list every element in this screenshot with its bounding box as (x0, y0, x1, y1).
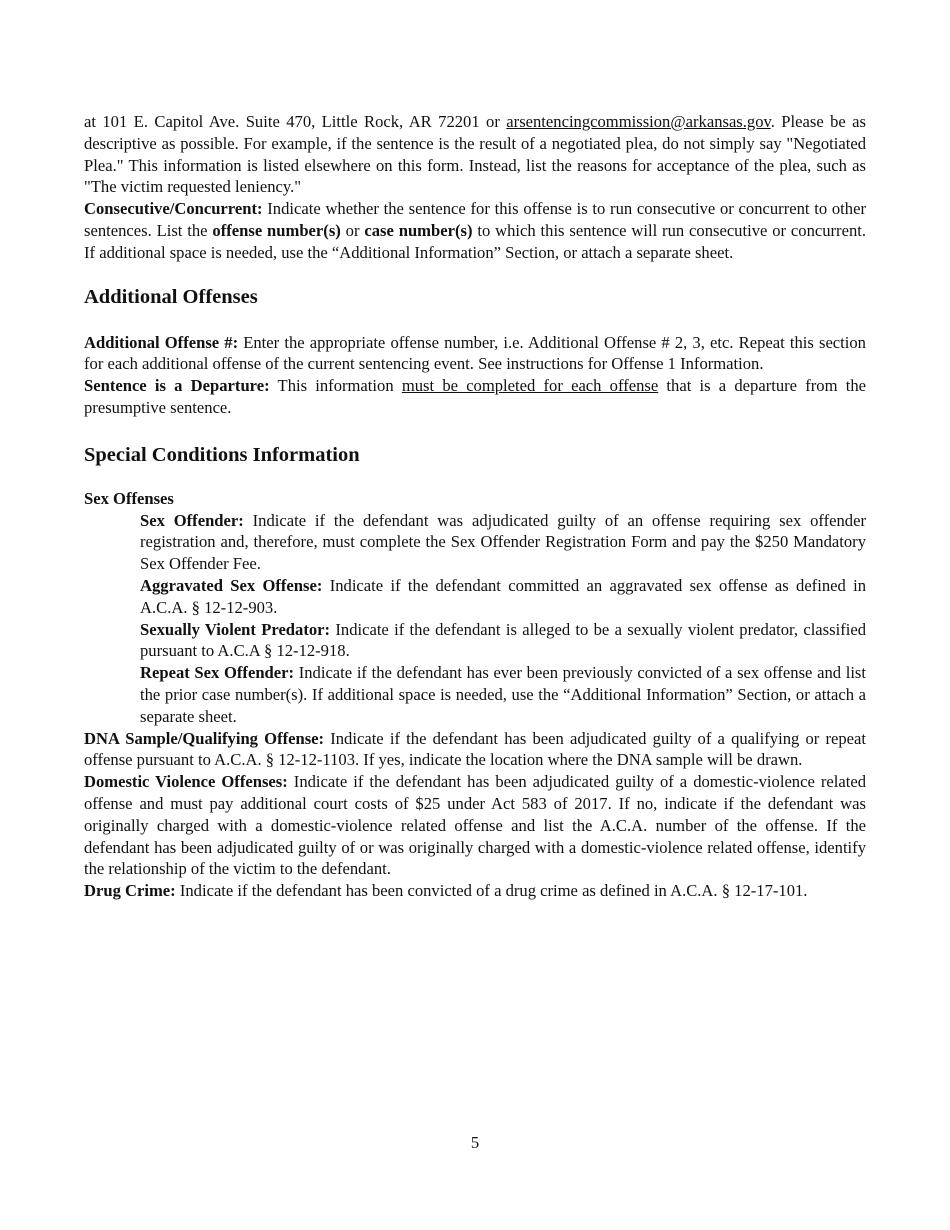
sexually-violent-predator-item (140, 619, 866, 663)
sex-offender-label: Sex Offender: (140, 510, 244, 530)
domestic-violence-text: Indicate if the defendant has been adjudicated guilty of a domestic-violence related offense and must pay additional court costs of $25 under Act 583 of 2017. If no, indicate if the defendant was originally charged with a domestic-violence related offense and list the A.C.A. number of the offense. If the defendant has been adjudicated guilty of or was originally charged with a domestic-violence related offense, identify the relationship of the victim to the defendant. (84, 772, 867, 879)
email-link[interactable]: arsentencingcommission@arkansas.gov (506, 112, 771, 131)
domestic-violence-label: Domestic Violence Offenses: (84, 772, 288, 792)
departure-label: Sentence is a Departure: (84, 376, 270, 396)
drug-crime-paragraph (84, 880, 866, 902)
consecutive-text-1: Indicate whether the sentence for this offense is to run consecutive or concurrent to other sentences. List the (84, 199, 866, 240)
sex-offenses-subheading (84, 488, 866, 510)
aggravated-sex-offense-text: Indicate if the defendant committed an aggravated sex offense as defined in A.C.A. § 12-12-903. (140, 575, 866, 617)
additional-offense-text: Enter the appropriate offense number, i.e. Additional Offense # 2, 3, etc. Repeat this section for each additional offense of the current sentencing event. See instructions for Offense 1 Information. (84, 332, 866, 374)
sex-offenses-label: Sex Offenses (84, 488, 174, 508)
additional-offenses-heading: Additional Offenses (84, 285, 258, 308)
sex-offender-item (140, 510, 866, 575)
aggravated-sex-offense-item (140, 575, 866, 619)
sexually-violent-predator-text: Indicate if the defendant is alleged to be a sexually violent predator, classified pursuant to A.C.A § 12-12-918. (140, 619, 867, 661)
departure-text-1: This information (269, 376, 402, 396)
drug-crime-text: Indicate if the defendant has been convicted of a drug crime as defined in A.C.A. § 12-17-101. (175, 881, 808, 901)
sex-offenses-list (84, 510, 866, 728)
sexually-violent-predator-label: Sexually Violent Predator: (140, 619, 331, 639)
consecutive-label: Consecutive/Concurrent: (84, 199, 263, 219)
document-page (84, 111, 866, 902)
departure-text-2: that is a departure from the presumptive sentence. (84, 376, 866, 417)
consecutive-paragraph (84, 198, 866, 263)
intro-rest-text: . Please be as descriptive as possible. For example, if the sentence is the result of a negotiated plea, do not simply say "Negotiated Plea." This information is listed elsewhere on this form. Instead, list the reasons for acceptance of the plea, such as "The victim requested leniency." (84, 112, 866, 197)
repeat-sex-offender-text: Indicate if the defendant has ever been previously convicted of a sex offense and list the prior case number(s). If additional space is needed, use the “Additional Information” Section, or attach a separate sheet. (140, 663, 866, 726)
aggravated-sex-offense-label: Aggravated Sex Offense: (140, 575, 323, 595)
intro-paragraph (84, 111, 866, 198)
dna-sample-label: DNA Sample/Qualifying Offense: (84, 728, 325, 748)
dna-sample-paragraph (84, 728, 866, 772)
additional-offense-label: Additional Offense #: (84, 332, 239, 352)
consecutive-text-2: or (340, 220, 365, 240)
additional-offense-paragraph (84, 332, 866, 376)
domestic-violence-paragraph (84, 771, 866, 880)
address-text: at 101 E. Capitol Ave. Suite 470, Little Rock, AR 72201 or (84, 112, 507, 131)
case-number-term: case number(s) (364, 220, 473, 240)
special-conditions-heading: Special Conditions Information (84, 443, 360, 466)
departure-paragraph (84, 375, 866, 419)
departure-underlined-text: must be completed for each offense (401, 376, 659, 396)
consecutive-text-3: to which this sentence will run consecutive or concurrent. If additional space is needed, use the “Additional Information” Section, or attach a separate sheet. (84, 220, 867, 262)
page-number: 5 (470, 1133, 480, 1152)
sex-offender-text: Indicate if the defendant was adjudicated guilty of an offense requiring sex offender registration and, therefore, must complete the Sex Offender Registration Form and pay the $250 Mandatory Sex Offender Fee. (140, 510, 866, 574)
repeat-sex-offender-item (140, 662, 866, 727)
offense-number-term: offense number(s) (212, 220, 341, 240)
drug-crime-label: Drug Crime: (84, 881, 176, 901)
repeat-sex-offender-label: Repeat Sex Offender: (140, 663, 295, 683)
dna-sample-text: Indicate if the defendant has been adjudicated guilty of a qualifying or repeat offense pursuant to A.C.A. § 12-12-1103. If yes, indicate the location where the DNA sample will be drawn. (84, 728, 866, 770)
